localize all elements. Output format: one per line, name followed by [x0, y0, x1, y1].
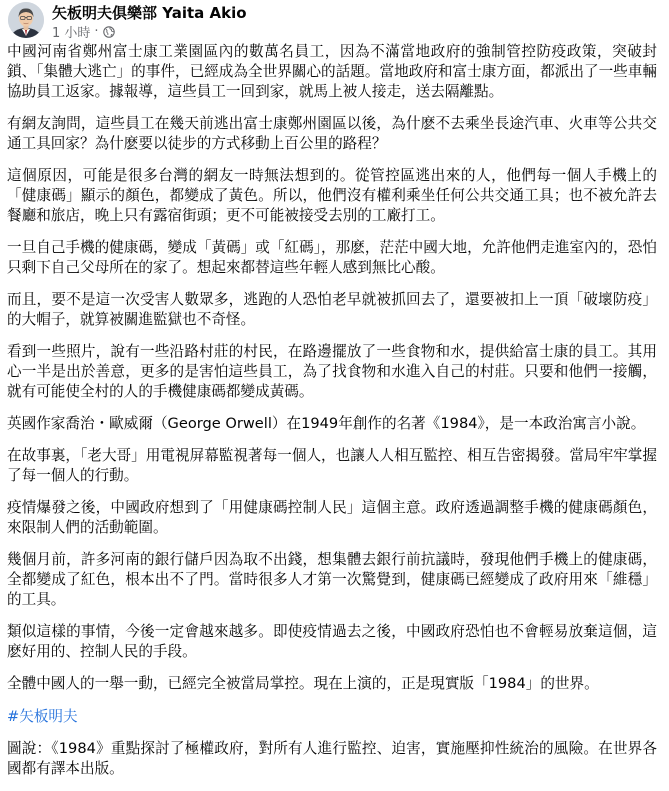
meta-separator: · [94, 24, 99, 39]
author-name[interactable]: 矢板明夫俱樂部 Yaita Akio [52, 4, 247, 22]
avatar-portrait [8, 2, 44, 38]
post-paragraph: 疫情爆發之後，中國政府想到了「用健康碼控制人民」這個主意。政府透過調整手機的健康碼顏色，來限制人們的活動範圍。 [7, 499, 657, 536]
post-meta [52, 22, 115, 41]
post-timestamp[interactable]: 1 小時 [52, 26, 91, 41]
post-paragraph: 這個原因，可能是很多台灣的網友一時無法想到的。從管控區逃出來的人，他們每一個人手機上的「健康碼」顯示的顏色，都變成了黃色。所以，他們沒有權利乘坐任何公共交通工具；也不被允許去餐廳和旅店，晚上只有露宿街頭；更不可能被接受去別的工廠打工。 [7, 167, 657, 224]
post-paragraph: 中國河南省鄭州富士康工業園區內的數萬名員工，因為不滿當地政府的強制管控防疫政策，突破封鎖、「集體大逃亡」的事件，已經成為全世界關心的話題。當地政府和富士康方面，都派出了一些車輛協助員工返家。據報導，這些員工一回到家，就馬上被人接走，送去隔離點。 [7, 43, 657, 100]
post-paragraph: 一旦自己手機的健康碼，變成「黃碼」或「紅碼」，那麽，茫茫中國大地，允許他們走進室內的，恐怕只剩下自己父母所在的家了。想起來都替這些年輕人感到無比心酸。 [7, 239, 657, 276]
post-paragraph: 在故事裏，「老大哥」用電視屏幕監視著每一個人，也讓人人相互監控、相互告密揭發。當局牢牢掌握了每一個人的行動。 [7, 447, 657, 484]
post-paragraph: 而且，要不是這一次受害人數眾多，逃跑的人恐怕老早就被抓回去了，還要被扣上一頂「破壞防疫」的大帽子，就算被關進監獄也不奇怪。 [7, 291, 657, 328]
post-paragraph: 英國作家喬治・歐威爾（George Orwell）在1949年創作的名著《1984》，是一本政治寓言小說。 [7, 415, 646, 432]
post-paragraph: 類似這樣的事情，今後一定會越來越多。即使疫情過去之後，中國政府恐怕也不會輕易放棄這個，這麽好用的、控制人民的手段。 [7, 623, 657, 660]
author-avatar[interactable] [8, 2, 44, 38]
hashtag-link[interactable]: #矢板明夫 [7, 708, 78, 725]
post-paragraph: 幾個月前，許多河南的銀行儲戶因為取不出錢，想集體去銀行前抗議時，發現他們手機上的健康碼，全都變成了紅色，根本出不了門。當時很多人才第一次驚覺到，健康碼已經變成了政府用來「維穩」的工具。 [7, 551, 657, 608]
image-caption: 圖說：《1984》重點探討了極權政府，對所有人進行監控、迫害，實施壓抑性統治的風險。在世界各國都有譯本出版。 [7, 740, 657, 777]
post-paragraph: 全體中國人的一舉一動，已經完全被當局掌控。現在上演的，正是現實版「1984」的世界。 [7, 675, 599, 692]
post-header [0, 0, 669, 41]
globe-icon[interactable] [103, 26, 115, 38]
post-body [7, 42, 657, 791]
post-paragraph: 有網友詢問，這些員工在幾天前逃出富士康鄭州園區以後，為什麽不去乘坐長途汽車、火車等公共交通工具回家？為什麽要以徒步的方式移動上百公里的路程？ [7, 115, 657, 152]
post-paragraph: 看到一些照片，說有一些沿路村莊的村民，在路邊擺放了一些食物和水，提供給富士康的員工。其用心一半是出於善意，更多的是害怕這些員工，為了找食物和水進入自己的村莊。只要和他們一接觸，就有可能使全村的人的手機健康碼都變成黃碼。 [7, 343, 657, 400]
